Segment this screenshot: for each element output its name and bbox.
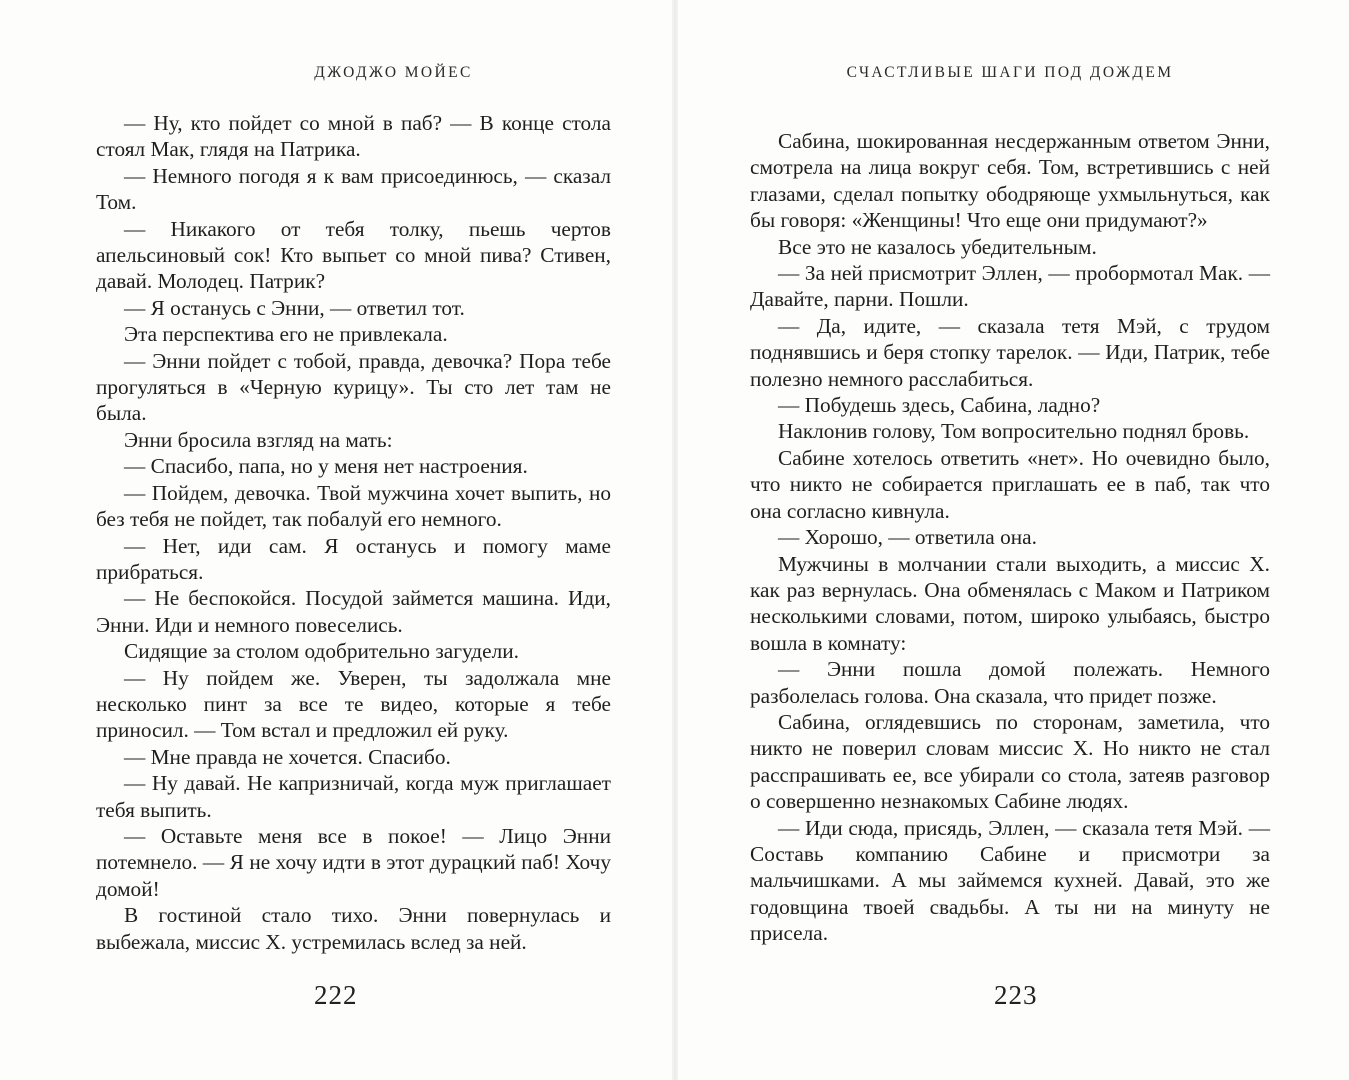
paragraph: Наклонив голову, Том вопросительно поднял бровь. xyxy=(778,419,1250,444)
paragraph: — Ну пойдем же. Уверен, ты задолжала мне несколько пинт за все те видео, которые я тебе приносил. — Том встал и предложил ей руку. xyxy=(96,665,611,743)
paragraph: Все это не казалось убедительным. xyxy=(778,234,1097,259)
paragraph: В гостиной стало тихо. Энни повернулась и выбежала, миссис Х. устремилась вслед за ней. xyxy=(96,903,611,954)
paragraph: — Энни пошла домой полежать. Немного разболелась голова. Она сказала, что придет позже. xyxy=(750,657,1270,708)
paragraph: — Энни пойдет с тобой, правда, девочка? Пора тебе прогуляться в «Черную курицу». Ты сто лет там не была. xyxy=(96,348,611,426)
page-number: 222 xyxy=(314,980,358,1010)
paragraph: — Я останусь с Энни, — ответил тот. xyxy=(124,295,465,320)
left-page-text xyxy=(96,110,611,955)
paragraph: — Не беспокойся. Посудой займется машина. Иди, Энни. Иди и немного повеселись. xyxy=(96,586,611,637)
paragraph: — Иди сюда, присядь, Эллен, — сказала тетя Мэй. — Составь компанию Сабине и присмотри за мальчишками. А мы займемся кухней. Давай, это же годовщина твоей свадьбы. А ты ни на минуту не присела. xyxy=(750,815,1270,946)
running-head-title: СЧАСТЛИВЫЕ ШАГИ ПОД ДОЖДЕМ xyxy=(846,64,1174,81)
paragraph: Мужчины в молчании стали выходить, а миссис Х. как раз вернулась. Она обменялась с Маком и Патриком несколькими словами, потом, широко улыбаясь, быстро вошла в комнату: xyxy=(750,551,1270,655)
paragraph: — Немного погодя я к вам присоединюсь, — сказал Том. xyxy=(96,163,611,215)
paragraph: — Спасибо, папа, но у меня нет настроения. xyxy=(124,454,528,479)
paragraph: — Ну давай. Не капризничай, когда муж приглашает тебя выпить. xyxy=(96,771,611,822)
paragraph: — Пойдем, девочка. Твой мужчина хочет выпить, но без тебя не пойдет, так побалуй его немного. xyxy=(96,480,611,532)
paragraph: — Никакого от тебя толку, пьешь чертов апельсиновый сок! Кто выпьет со мной пива? Стивен, давай. Молодец. Патрик? xyxy=(96,216,611,294)
book-gutter xyxy=(672,0,678,1080)
paragraph: Эта перспектива его не привлекала. xyxy=(124,322,448,347)
paragraph: — За ней присмотрит Эллен, — пробормотал Мак. — Давайте, парни. Пошли. xyxy=(750,261,1270,312)
paragraph: Сабина, оглядевшись по сторонам, заметила, что никто не поверил словам миссис Х. Но никто не стал расспрашивать ее, все убирали со стола, затеяв разговор о совершенно незнакомых Сабине людях. xyxy=(750,709,1270,814)
paragraph: — Оставьте меня все в покое! — Лицо Энни потемнело. — Я не хочу идти в этот дурацкий паб! Хочу домой! xyxy=(96,823,611,901)
left-page xyxy=(96,0,611,1080)
right-page-text xyxy=(750,128,1270,947)
paragraph: — Мне правда не хочется. Спасибо. xyxy=(124,744,451,769)
paragraph: — Хорошо, — ответила она. xyxy=(778,525,1037,550)
page-number: 223 xyxy=(994,980,1038,1010)
right-page xyxy=(750,0,1270,1080)
paragraph: Сабина, шокированная несдержанным ответом Энни, смотрела на лица вокруг себя. Том, встретившись с ней глазами, сделал попытку ободряюще ухмыльнуться, как бы говоря: «Женщины! Что еще они придумают?» xyxy=(750,129,1270,233)
paragraph: — Побудешь здесь, Сабина, ладно? xyxy=(778,393,1101,418)
paragraph: — Да, идите, — сказала тетя Мэй, с трудом поднявшись и беря стопку тарелок. — Иди, Патрик, тебе полезно немного расслабиться. xyxy=(750,313,1270,391)
paragraph: Энни бросила взгляд на мать: xyxy=(124,427,393,452)
paragraph: Сидящие за столом одобрительно загудели. xyxy=(124,639,519,664)
paragraph: — Ну, кто пойдет со мной в паб? — В конце стола стоял Мак, глядя на Патрика. xyxy=(96,111,611,162)
paragraph: Сабине хотелось ответить «нет». Но очевидно было, что никто не собирается приглашать ее в паб, так что она согласно кивнула. xyxy=(750,445,1270,523)
paragraph: — Нет, иди сам. Я останусь и помогу маме прибраться. xyxy=(96,533,611,584)
running-head-author: ДЖОДЖО МОЙЕС xyxy=(314,64,473,81)
